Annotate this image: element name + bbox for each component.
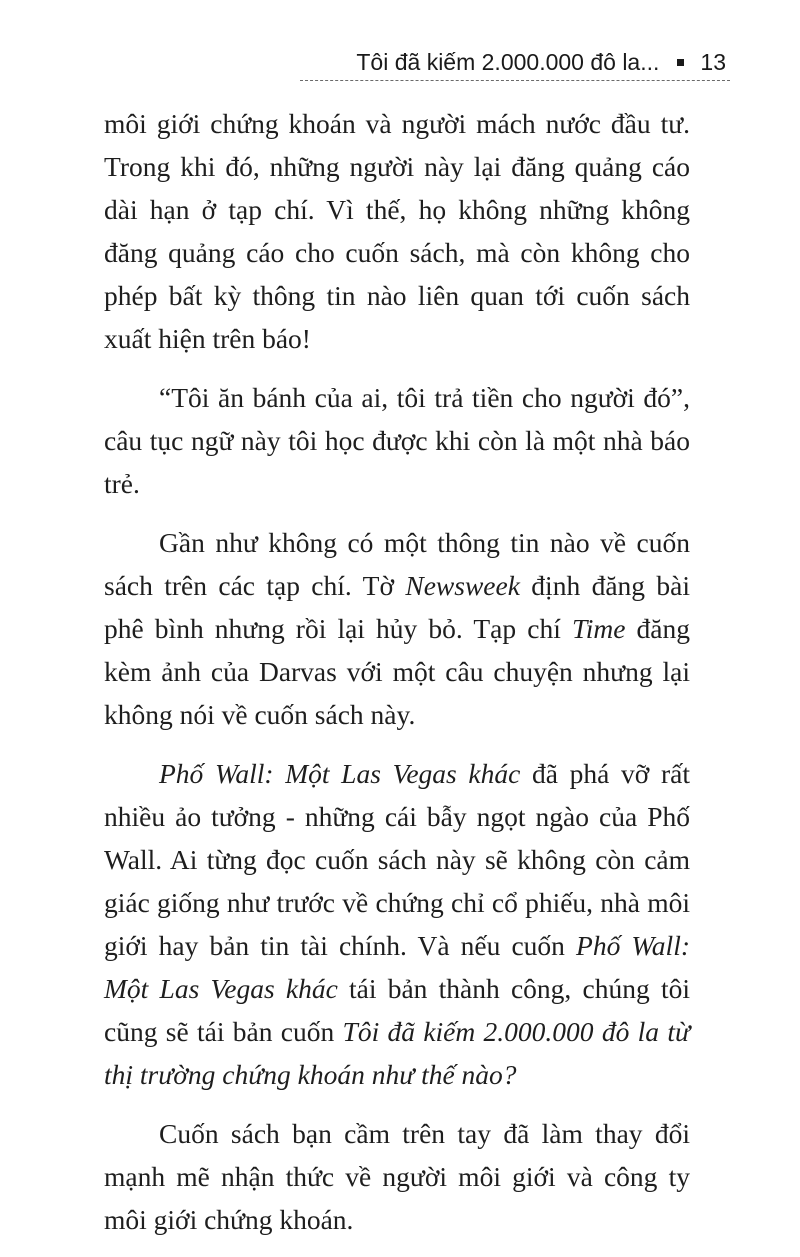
paragraph-3-text-2: định đăng bài phê bình nhưng rồi lại hủy bỏ. Tạp chí (104, 570, 690, 644)
paragraph-3 (104, 521, 690, 736)
paragraph-4-text-1: đã phá vỡ rất nhiều ảo tưởng - những cái bẫy ngọt ngào của Phố Wall. Ai từng đọc cuốn sách này sẽ không còn cảm giác giống như trước về chứng chỉ cổ phiếu, nhà môi giới hay bản tin tài chính. Và nếu cuốn (104, 758, 690, 961)
page-number: 13 (700, 48, 726, 75)
paragraph-4 (104, 752, 690, 1096)
newsweek-title: Newsweek (405, 570, 520, 601)
paragraph-1: môi giới chứng khoán và người mách nước đầu tư. Trong khi đó, những người này lại đăng quảng cáo dài hạn ở tạp chí. Vì thế, họ không những không đăng quảng cáo cho cuốn sách, mà còn không cho phép bất kỳ thông tin nào liên quan tới cuốn sách xuất hiện trên báo! (104, 108, 690, 354)
paragraph-5: Cuốn sách bạn cầm trên tay đã làm thay đổi mạnh mẽ nhận thức về người môi giới và công ty môi giới chứng khoán. (104, 1118, 690, 1235)
running-title: Tôi đã kiếm 2.000.000 đô la... (356, 48, 660, 75)
body-text (104, 102, 690, 1257)
book-title-2000000: Tôi đã kiếm 2.000.000 đô la từ thị trường chứng khoán như thế nào? (104, 1016, 690, 1090)
header-bullet-icon (677, 59, 684, 66)
paragraph-2: “Tôi ăn bánh của ai, tôi trả tiền cho người đó”, câu tục ngữ này tôi học được khi còn là một nhà báo trẻ. (104, 382, 690, 499)
book-title-wall-street-2: Phố Wall: Một Las Vegas khác (104, 930, 690, 1004)
running-header (300, 44, 730, 81)
paragraph-4-text-2: tái bản thành công, chúng tôi cũng sẽ tái bản cuốn (104, 973, 690, 1047)
paragraph-3-text-1: Gần như không có một thông tin nào về cuốn sách trên các tạp chí. Tờ (104, 527, 690, 601)
paragraph-3-text-3: đăng kèm ảnh của Darvas với một câu chuyện nhưng lại không nói về cuốn sách này. (104, 613, 690, 730)
book-title-wall-street: Phố Wall: Một Las Vegas khác (159, 758, 521, 789)
time-title: Time (571, 613, 626, 644)
